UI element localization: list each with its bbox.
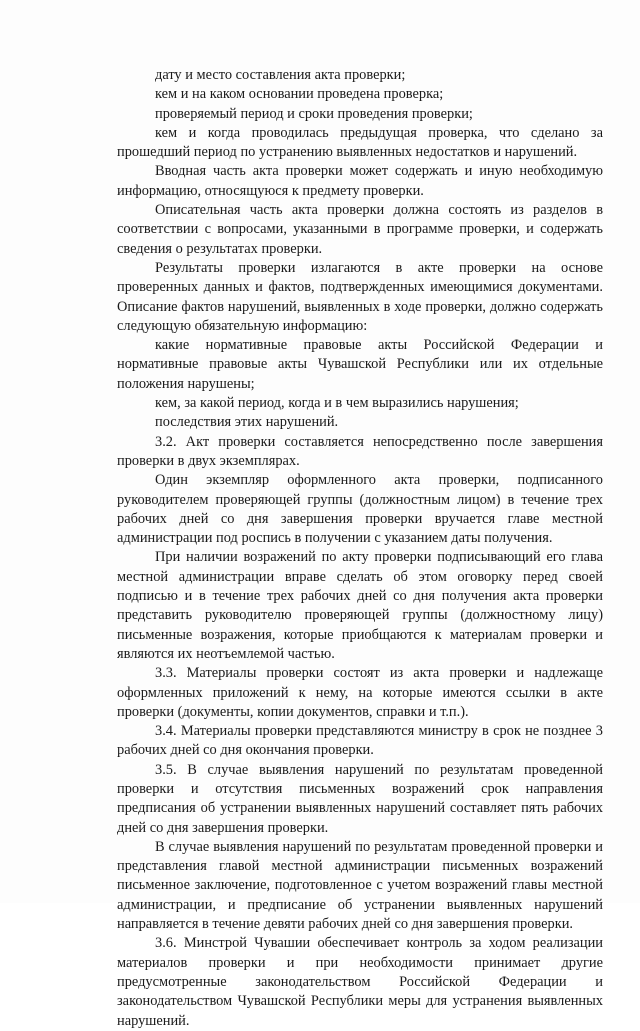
paragraph-act-copy-delivery: Один экземпляр оформленного акта проверки, подписанного руководителем проверяющей группы (должностным лицом) в течение трех рабочих дней со дня завершения проверки вручается главе местной администрации под роспись в получении с указанием даты получения. xyxy=(117,472,603,547)
paragraph-introduction-section: Вводная часть акта проверки может содержать и иную необходимую информацию, относящуюся к предмету проверки. xyxy=(117,163,603,199)
paragraph-act-date-place: дату и место составления акта проверки; xyxy=(155,67,406,83)
paragraph-section-3-3: 3.3. Материалы проверки состоят из акта проверки и надлежаще оформленных приложений к нему, на которые имеются ссылки в акте проверки (документы, копии документов, справки и т.п.). xyxy=(117,665,603,720)
paragraph-inspection-basis: кем и на каком основании проведена проверка; xyxy=(155,86,444,103)
paragraph-violation-details: кем, за какой период, когда и в чем выразились нарушения; xyxy=(155,395,519,412)
paragraph-objections-conclusion: В случае выявления нарушений по результатам проведенной проверки и представления главой местной администрации письменных возражений письменное заключение, подготовленное с учетом возражений главы местной администрации, и предписание об устранении выявленных нарушений направляется в течение девяти рабочих дней со дня завершения проверки. xyxy=(117,838,603,933)
paragraph-descriptive-section: Описательная часть акта проверки должна состоять из разделов в соответствии с вопросами, указанными в программе проверки, и содержать сведения о результатах проверки. xyxy=(117,202,603,257)
paragraph-inspection-results: Результаты проверки излагаются в акте проверки на основе проверенных данных и фактов, подтвержденных имеющимися документами. Описание фактов нарушений, выявленных в ходе проверки, должно содержать следующую обязательную информацию: xyxy=(117,259,603,334)
paragraph-violation-consequences: последствия этих нарушений. xyxy=(155,414,339,431)
paragraph-section-3-4: 3.4. Материалы проверки представляются министру в срок не позднее 3 рабочих дней со дня окончания проверки. xyxy=(117,723,603,759)
paragraph-section-3-2: 3.2. Акт проверки составляется непосредственно после завершения проверки в двух экземплярах. xyxy=(117,433,603,469)
paragraph-violated-acts: какие нормативные правовые акты Российской Федерации и нормативные правовые акты Чувашской Республики или их отдельные положения нарушены; xyxy=(117,337,603,392)
paragraph-section-3-5: 3.5. В случае выявления нарушений по результатам проведенной проверки и отсутствия письменных возражений срок направления предписания об устранении выявленных нарушений составляет пять рабочих дней со дня завершения проверки. xyxy=(117,761,603,836)
document-body xyxy=(117,66,603,1031)
paragraph-objections: При наличии возражений по акту проверки подписывающий его глава местной администрации вправе сделать об этом оговорку перед своей подписью и в течение трех рабочих дней со дня получения акта проверки представить руководителю проверяющей группы (должностному лицу) письменные возражения, которые приобщаются к материалам проверки и являются их неотъемлемой частью. xyxy=(117,549,603,662)
paragraph-inspection-period: проверяемый период и сроки проведения проверки; xyxy=(155,105,473,122)
paragraph-previous-inspection: кем и когда проводилась предыдущая проверка, что сделано за прошедший период по устранению выявленных недостатков и нарушений. xyxy=(117,124,603,161)
paragraph-section-3-6: 3.6. Минстрой Чувашии обеспечивает контроль за ходом реализации материалов проверки и при необходимости принимает другие предусмотренные законодательством Российской Федерации и законодательством Чувашской Республики меры для устранения выявленных нарушений. xyxy=(117,935,603,1029)
